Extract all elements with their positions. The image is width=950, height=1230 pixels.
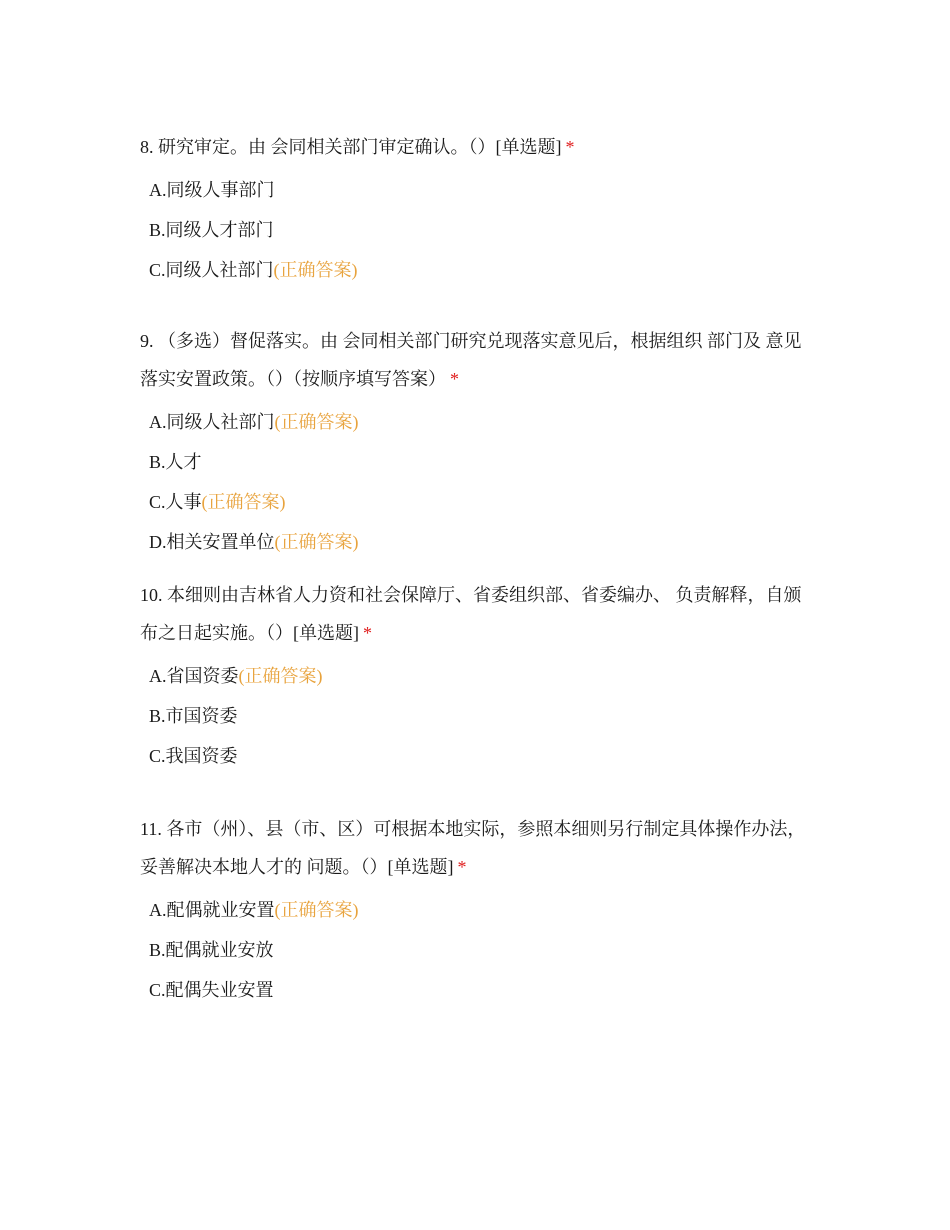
option-label: C.人事 [149, 492, 202, 512]
question-11 [140, 810, 810, 1010]
question-10 [140, 576, 810, 776]
option-label: B.同级人才部门 [149, 220, 274, 240]
question-title [140, 322, 810, 398]
required-marker: * [457, 857, 467, 877]
required-marker: * [565, 137, 575, 157]
question-8 [140, 128, 810, 290]
option-c[interactable] [149, 250, 810, 290]
option-label: C.我国资委 [149, 746, 238, 766]
option-label: A.省国资委 [149, 666, 239, 686]
option-label: D.相关安置单位 [149, 532, 275, 552]
option-label: A.同级人社部门 [149, 412, 275, 432]
question-text: 10. 本细则由吉林省人力资和社会保障厅、省委组织部、省委编办、 负责解释，自颁布之日起实施。（）[单选题] [140, 585, 802, 643]
question-9 [140, 322, 810, 562]
required-marker: * [450, 369, 459, 389]
correct-answer-badge: (正确答案) [238, 666, 323, 686]
option-label: B.人才 [149, 452, 202, 472]
question-title [140, 576, 810, 652]
option-b[interactable] [149, 930, 810, 970]
option-list [140, 656, 810, 776]
option-d[interactable] [149, 522, 810, 562]
option-c[interactable] [149, 736, 810, 776]
correct-answer-badge: (正确答案) [274, 412, 359, 432]
option-a[interactable] [149, 890, 810, 930]
option-list [140, 170, 810, 290]
correct-answer-badge: (正确答案) [274, 532, 359, 552]
option-label: C.配偶失业安置 [149, 980, 274, 1000]
option-a[interactable] [149, 656, 810, 696]
question-text: 9. （多选）督促落实。由 会同相关部门研究兑现落实意见后，根据组织 部门及 意见落实安置政策。（）（按顺序填写答案） [140, 331, 802, 389]
option-a[interactable] [149, 170, 810, 210]
option-label: B.市国资委 [149, 706, 238, 726]
option-c[interactable] [149, 970, 810, 1010]
option-label: A.配偶就业安置 [149, 900, 275, 920]
question-title [140, 810, 810, 886]
correct-answer-badge: (正确答案) [274, 900, 359, 920]
option-b[interactable] [149, 442, 810, 482]
option-label: C.同级人社部门 [149, 260, 274, 280]
correct-answer-badge: (正确答案) [273, 260, 358, 280]
question-title [140, 128, 810, 166]
question-list [140, 128, 810, 1010]
option-label: B.配偶就业安放 [149, 940, 274, 960]
option-b[interactable] [149, 210, 810, 250]
option-a[interactable] [149, 402, 810, 442]
option-c[interactable] [149, 482, 810, 522]
required-marker: * [363, 623, 372, 643]
option-b[interactable] [149, 696, 810, 736]
question-text: 11. 各市（州）、县（市、区）可根据本地实际，参照本细则另行制定具体操作办法，妥善解决本地人才的 问题。（）[单选题] [140, 819, 806, 877]
question-text: 8. 研究审定。由 会同相关部门审定确认。（）[单选题] [140, 137, 562, 157]
option-list [140, 890, 810, 1010]
correct-answer-badge: (正确答案) [201, 492, 286, 512]
option-list [140, 402, 810, 562]
option-label: A.同级人事部门 [149, 180, 275, 200]
